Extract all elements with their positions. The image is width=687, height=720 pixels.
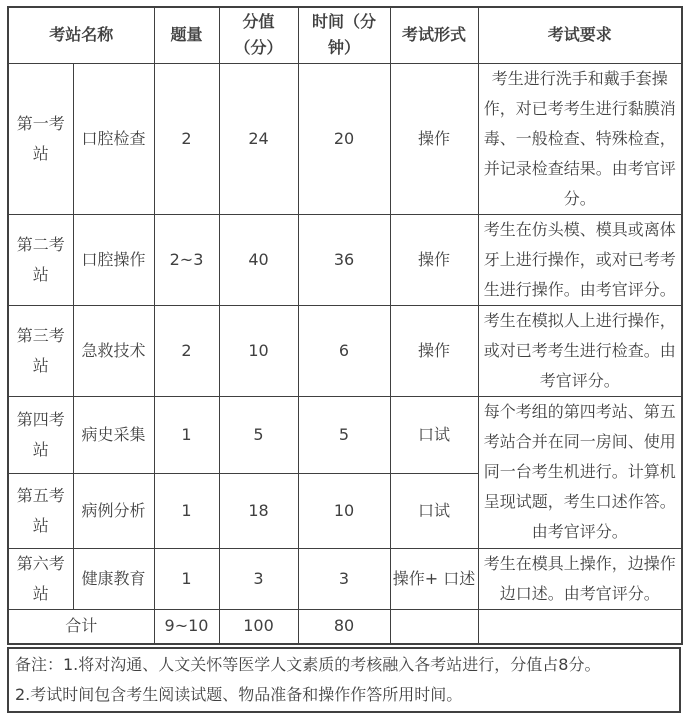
requirements-cell: 考生在仿头模、模具或离体牙上进行操作，或对已考考生进行操作。由考官评分。	[478, 214, 682, 305]
question-count-cell: 2	[154, 63, 219, 214]
exam-format-cell: 操作	[390, 63, 478, 214]
time-cell: 6	[298, 305, 390, 396]
score-cell: 40	[219, 214, 298, 305]
station-cell: 第五考站	[8, 473, 73, 548]
subject-cell: 病史采集	[73, 396, 154, 473]
question-count-cell: 2~3	[154, 214, 219, 305]
score-cell: 18	[219, 473, 298, 548]
time-cell: 5	[298, 396, 390, 473]
table-row	[8, 305, 682, 396]
subject-cell: 病例分析	[73, 473, 154, 548]
score-cell: 10	[219, 305, 298, 396]
total-question-count-cell: 9~10	[154, 609, 219, 644]
subject-cell: 口腔检查	[73, 63, 154, 214]
total-row	[8, 609, 682, 644]
total-empty-format-cell	[390, 609, 478, 644]
notes-box	[7, 647, 681, 713]
exam-table	[7, 6, 683, 645]
exam-format-cell: 操作	[390, 214, 478, 305]
exam-format-cell: 操作+ 口述	[390, 548, 478, 609]
score-cell: 24	[219, 63, 298, 214]
table-row	[8, 396, 682, 473]
table-row	[8, 214, 682, 305]
station-cell: 第四考站	[8, 396, 73, 473]
header-row	[8, 7, 682, 63]
table-row	[8, 548, 682, 609]
subject-cell: 健康教育	[73, 548, 154, 609]
exam-format-cell: 口试	[390, 473, 478, 548]
total-time-cell: 80	[298, 609, 390, 644]
station-cell: 第二考站	[8, 214, 73, 305]
subject-cell: 急救技术	[73, 305, 154, 396]
header-exam-format: 考试形式	[390, 7, 478, 63]
requirements-cell: 考生在模具上操作，边操作边口述。由考官评分。	[478, 548, 682, 609]
station-cell: 第三考站	[8, 305, 73, 396]
exam-format-cell: 操作	[390, 305, 478, 396]
header-station-name: 考站名称	[8, 7, 154, 63]
table-row	[8, 63, 682, 214]
header-score: 分值（分）	[219, 7, 298, 63]
question-count-cell: 1	[154, 396, 219, 473]
station-cell: 第一考站	[8, 63, 73, 214]
question-count-cell: 2	[154, 305, 219, 396]
exam-format-cell: 口试	[390, 396, 478, 473]
total-empty-requirements-cell	[478, 609, 682, 644]
note-line: 备注：1.将对沟通、人文关怀等医学人文素质的考核融入各考站进行，分值占8分。	[15, 655, 601, 674]
score-cell: 3	[219, 548, 298, 609]
header-exam-requirements: 考试要求	[478, 7, 682, 63]
subject-cell: 口腔操作	[73, 214, 154, 305]
header-time: 时间（分钟）	[298, 7, 390, 63]
header-question-count: 题量	[154, 7, 219, 63]
total-label-cell: 合计	[8, 609, 154, 644]
score-cell: 5	[219, 396, 298, 473]
time-cell: 10	[298, 473, 390, 548]
requirements-cell: 每个考组的第四考站、第五考站合并在同一房间、使用同一台考生机进行。计算机呈现试题，考生口述作答。由考官评分。	[478, 396, 682, 548]
requirements-cell: 考生在模拟人上进行操作，或对已考考生进行检查。由考官评分。	[478, 305, 682, 396]
question-count-cell: 1	[154, 548, 219, 609]
total-score-cell: 100	[219, 609, 298, 644]
time-cell: 3	[298, 548, 390, 609]
requirements-cell: 考生进行洗手和戴手套操作，对已考考生进行黏膜消毒、一般检查、特殊检查，并记录检查结果。由考官评分。	[478, 63, 682, 214]
question-count-cell: 1	[154, 473, 219, 548]
time-cell: 20	[298, 63, 390, 214]
time-cell: 36	[298, 214, 390, 305]
note-line: 2.考试时间包含考生阅读试题、物品准备和操作作答所用时间。	[15, 685, 463, 704]
station-cell: 第六考站	[8, 548, 73, 609]
